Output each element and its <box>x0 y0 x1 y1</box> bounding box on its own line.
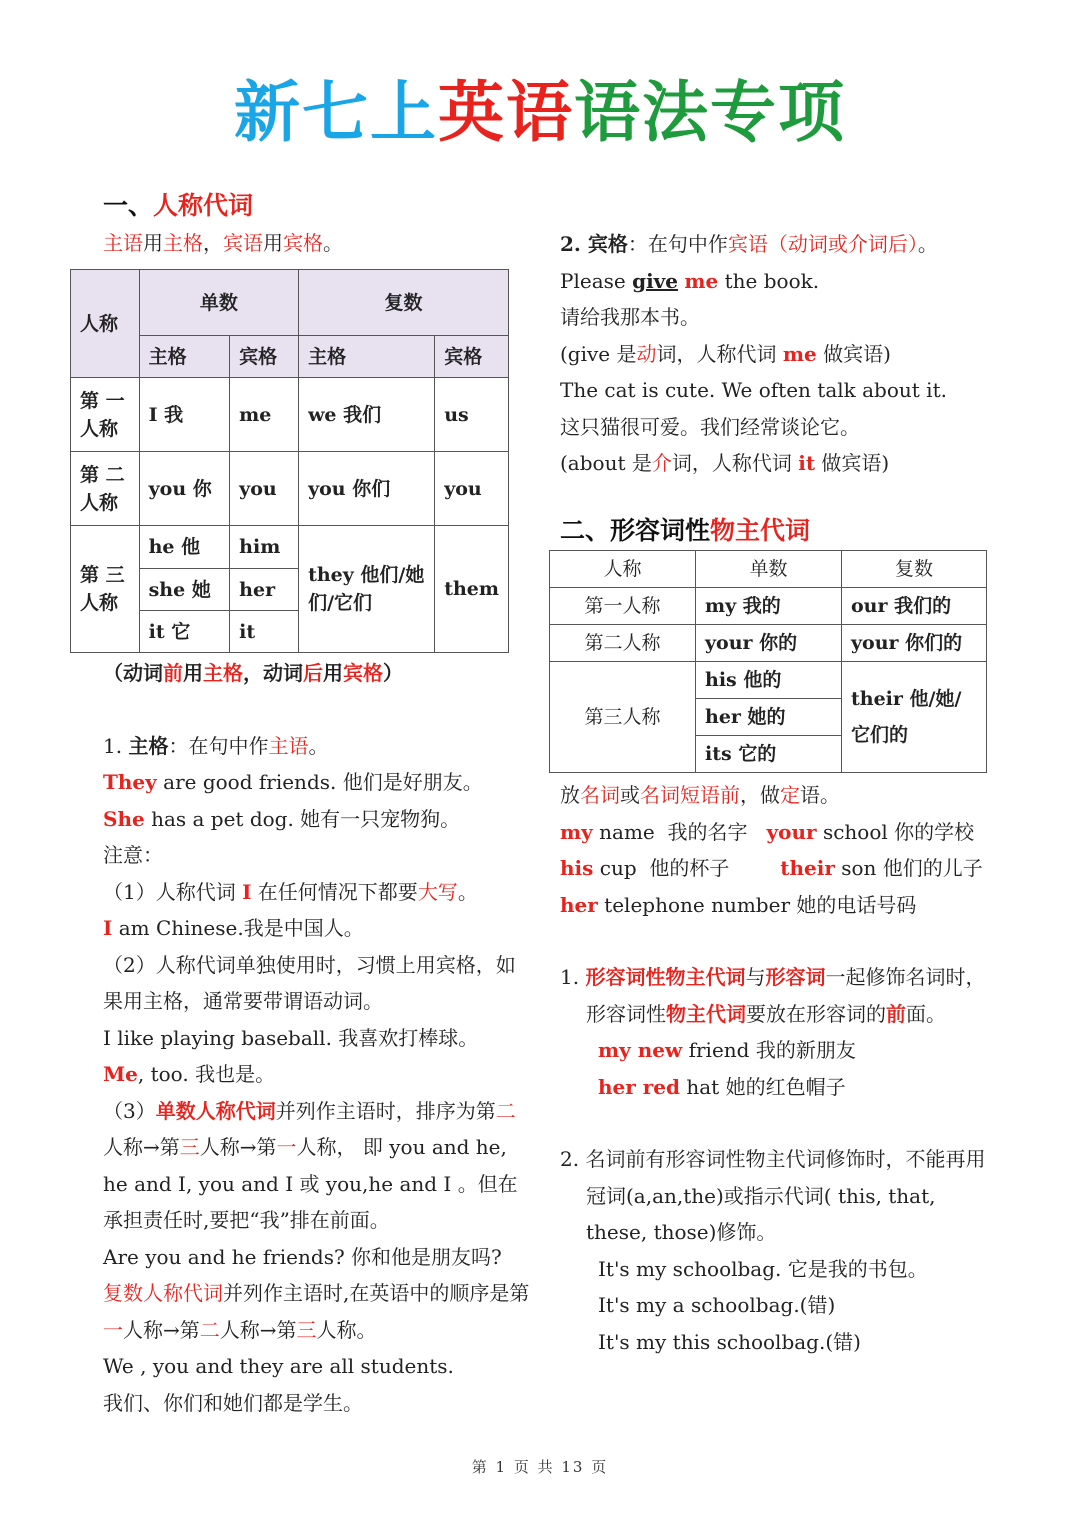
th-subj-sing: 主格 <box>139 336 230 378</box>
usage-example-1 <box>560 814 990 851</box>
n1-e: 。 <box>457 879 478 904</box>
th-obj-plur: 宾格 <box>435 336 509 378</box>
n1-a: （1）人称代词 <box>103 879 243 904</box>
r1-d: 一起修饰名词时，形容词性 <box>586 965 986 1026</box>
point2 <box>560 226 990 263</box>
ex2-a: She <box>103 806 145 831</box>
row1-label: 第 一 人称 <box>71 378 140 452</box>
row3-obj-it: it <box>230 611 299 653</box>
rule-c: 主格 <box>163 230 203 255</box>
rule-f: 用 <box>263 230 283 255</box>
rn1-a: (give 是 <box>560 341 637 366</box>
row3-plural-subj: they 他们/她们/它们 <box>299 526 435 653</box>
th-singular: 单数 <box>139 270 298 336</box>
row1-obj: me <box>230 378 299 452</box>
section2-heading <box>560 508 990 554</box>
row3-subj-it: it 它 <box>139 611 230 653</box>
n1-b: I <box>242 879 252 904</box>
n4-f: 人称→第 <box>219 1317 297 1342</box>
rn1-c: 词，人称代词 <box>656 341 783 366</box>
n3-f: 三 <box>179 1135 200 1159</box>
t2-th-person: 人称 <box>550 551 696 588</box>
p1-b: 主格 <box>128 733 169 758</box>
th-subj-plur: 主格 <box>299 336 435 378</box>
p2-c: ：在句中作 <box>627 232 728 256</box>
example-are-you: Are you and he friends? 你和他是朋友吗? <box>103 1244 502 1269</box>
n3-h: 一 <box>276 1135 297 1159</box>
example-she <box>103 801 533 838</box>
e2-c: their <box>780 856 835 880</box>
rule-d: ， <box>203 230 223 255</box>
note-1 <box>103 874 533 911</box>
example-me-too <box>103 1056 533 1093</box>
example-give-me <box>560 263 990 300</box>
example-students-cn: 我们、你们和她们都是学生。 <box>103 1390 363 1415</box>
rn2-c: 词，人称代词 <box>671 451 799 475</box>
section1-heading <box>103 188 528 225</box>
n4-d: 人称→第 <box>123 1317 200 1342</box>
s2-b: 物主代词 <box>710 515 811 545</box>
row2-plural-obj: you <box>435 452 509 526</box>
r1e2-a: her red <box>598 1074 681 1099</box>
rn1-d: me <box>782 341 817 366</box>
n3-g: 人称→第 <box>199 1135 277 1159</box>
t2-row2-plur: your 你们的 <box>842 625 987 662</box>
p2-f: 。 <box>917 232 938 256</box>
rn2-e: 做宾语) <box>815 451 890 475</box>
row1-plural-obj: us <box>435 378 509 452</box>
note-c: 用 <box>183 661 203 685</box>
rex1-d: me <box>684 268 719 293</box>
r1e1-a: my new <box>598 1038 683 1062</box>
example-i <box>103 910 533 947</box>
t2-row3-its: its 它的 <box>696 736 842 773</box>
n4-h: 人称。 <box>316 1317 377 1342</box>
n3-b: 单数人称代词 <box>155 1098 276 1123</box>
ex2-b: has a pet dog. 她有一只宠物狗。 <box>144 806 461 831</box>
note-2: （2）人称代词单独使用时，习惯上用宾格，如果用主格，通常要带谓语动词。 <box>103 952 516 1013</box>
t2-th-plural: 复数 <box>842 551 987 588</box>
rule-2-example-1: It's my schoolbag. 它是我的书包。 <box>598 1256 928 1281</box>
note-label: 注意： <box>103 843 163 867</box>
rn2-a: (about 是 <box>560 451 652 475</box>
e3-a: her <box>560 892 598 917</box>
rule-h: 。 <box>323 230 343 255</box>
n4-b: 并列作主语时,在英语中的顺序是第 <box>223 1281 530 1305</box>
left-body <box>103 655 533 1421</box>
s2-prefix: 二、 <box>560 515 611 545</box>
e1-a: my <box>560 819 593 844</box>
spacer <box>103 692 533 728</box>
e1-b: name 我的名字 <box>592 819 767 844</box>
t2-row1-plur: our 我们的 <box>842 588 987 625</box>
note-b: 前 <box>163 661 183 685</box>
example-baseball: I like playing baseball. 我喜欢打棒球。 <box>103 1025 479 1050</box>
pronoun-table <box>70 269 509 653</box>
use-a: 放 <box>560 783 580 807</box>
row2-obj: you <box>230 452 299 526</box>
t2-row3-label: 第三人称 <box>550 662 696 773</box>
rex1-b: give <box>632 268 679 293</box>
section1-title: 人称代词 <box>153 191 254 220</box>
right-body <box>560 777 990 1360</box>
n3-i: 人称， 即 you and he, he and I, you and I 或 you,he and I 。但在承担责任时,要把“我”排在前面。 <box>103 1135 518 1232</box>
rn2-b: 介 <box>651 451 672 475</box>
ex5-a: Me <box>103 1062 138 1086</box>
r1e1-b: friend 我的新朋友 <box>682 1038 856 1062</box>
note-i: ） <box>383 661 403 685</box>
example-they <box>103 764 533 801</box>
use-b: 名词 <box>580 783 620 807</box>
rex1-e: the book. <box>718 268 820 293</box>
e1-d: school 你的学校 <box>816 819 975 844</box>
use-c: 或 <box>620 783 640 807</box>
ex1-b: are good friends. 他们是好朋友。 <box>156 770 483 794</box>
t2-row1-label: 第一人称 <box>550 588 696 625</box>
r1-h: 面。 <box>906 1001 946 1026</box>
rule-a: 主语 <box>103 230 143 255</box>
note-f: 后 <box>303 661 323 685</box>
row3-obj-her: her <box>230 569 299 611</box>
example-give-me-note <box>560 336 990 373</box>
t2-row2-label: 第二人称 <box>550 625 696 662</box>
row3-subj-she: she 她 <box>139 569 230 611</box>
r1-c: 形容词 <box>765 965 826 989</box>
page-title <box>0 70 1080 156</box>
row1-subj: I 我 <box>139 378 230 452</box>
rn1-b: 动 <box>636 341 657 366</box>
possessive-table <box>549 550 987 773</box>
e2-d: son 他们的儿子 <box>834 856 983 880</box>
row2-subj: you 你 <box>139 452 230 526</box>
ex3-a: I <box>103 916 113 940</box>
use-d: 名词短语前 <box>640 783 740 807</box>
rule-1 <box>560 959 990 1032</box>
use-e: ，做 <box>740 783 780 807</box>
t2-row3-her: her 她的 <box>696 699 842 736</box>
p2-num: 2. <box>560 232 588 256</box>
point1 <box>103 728 533 765</box>
usage-example-2 <box>560 850 990 887</box>
rule-2-example-2: It's my a schoolbag.(错) <box>598 1293 836 1317</box>
note-3 <box>103 1093 533 1239</box>
row3-obj-him: him <box>230 526 299 569</box>
t2-row2-sing: your 你的 <box>696 625 842 662</box>
rule-e: 宾语 <box>223 230 263 255</box>
r1e2-b: hat 她的红色帽子 <box>680 1074 846 1099</box>
n4-c: 一 <box>103 1317 123 1342</box>
example-cat: The cat is cute. We often talk about it. <box>560 378 947 402</box>
spacer <box>560 482 990 508</box>
n3-a: （3） <box>103 1098 156 1123</box>
n4-e: 二 <box>199 1317 220 1342</box>
section1-prefix: 一、 <box>103 191 154 220</box>
rule-b: 用 <box>143 230 163 255</box>
e1-c: your <box>766 819 817 844</box>
n4-g: 三 <box>296 1317 317 1342</box>
r1-e: 物主代词 <box>666 1001 746 1026</box>
verb-note <box>103 655 533 692</box>
t2-row1-sing: my 我的 <box>696 588 842 625</box>
r1-num: 1. <box>560 965 586 989</box>
example-cat-note <box>560 445 990 482</box>
row3-label: 第 三 人称 <box>71 526 140 653</box>
example-give-me-cn: 请给我那本书。 <box>560 305 700 329</box>
usage-rule <box>560 777 990 814</box>
p1-d: 主语 <box>268 733 309 758</box>
p1-num: 1. <box>103 733 129 758</box>
row2-plural-subj: you 你们 <box>299 452 435 526</box>
r1-f: 要放在形容词的 <box>746 1001 886 1026</box>
spacer <box>560 923 990 959</box>
note-d: 主格 <box>203 661 243 685</box>
use-g: 语。 <box>800 783 840 807</box>
title-part-1: 新七上 <box>234 74 438 151</box>
p2-d: 宾语 <box>727 232 768 256</box>
n3-e: 人称→第 <box>103 1135 180 1159</box>
note-h: 宾格 <box>343 661 383 685</box>
title-part-2: 英语 <box>438 74 574 151</box>
example-students: We , you and they are all students. <box>103 1354 454 1378</box>
spacer <box>560 1105 990 1141</box>
rule-2: 2. 名词前有形容词性物主代词修饰时，不能再用冠词(a,an,the)或指示代词( this, that, these, those)修饰。 <box>560 1147 986 1244</box>
right-column <box>560 226 990 554</box>
th-obj-sing: 宾格 <box>230 336 299 378</box>
rule-g: 宾格 <box>283 230 323 255</box>
n1-c: 在任何情况下都要 <box>251 879 418 904</box>
note-g: 用 <box>323 661 343 685</box>
s2-a: 形容词性 <box>610 515 711 545</box>
title-part-3: 语法专项 <box>574 74 846 151</box>
t2-th-singular: 单数 <box>696 551 842 588</box>
t2-row3-plur: their 他/她/它们的 <box>842 662 987 773</box>
rule-1-example-2 <box>560 1069 990 1106</box>
p2-e: （动词或介词后） <box>767 232 918 256</box>
note-a: （动词 <box>103 661 163 685</box>
ex3-b: am Chinese.我是中国人。 <box>112 916 364 940</box>
example-cat-cn: 这只猫很可爱。我们经常谈论它。 <box>560 414 860 439</box>
n3-c: 并列作主语时，排序为第 <box>275 1098 496 1123</box>
use-f: 定 <box>780 783 800 807</box>
rn1-e: 做宾语) <box>816 341 891 366</box>
rn2-d: it <box>798 451 816 475</box>
r1-g: 前 <box>886 1001 906 1026</box>
note-4 <box>103 1275 533 1348</box>
n3-d: 二 <box>495 1098 516 1123</box>
rule-2-example-3: It's my this schoolbag.(错) <box>598 1329 861 1354</box>
e2-b: cup 他的杯子 <box>593 856 781 880</box>
rex1-a: Please <box>560 268 633 293</box>
rule-1-example-1 <box>560 1032 990 1069</box>
e2-a: his <box>560 856 594 880</box>
r1-b: 与 <box>745 965 766 989</box>
th-plural: 复数 <box>299 270 509 336</box>
left-column <box>103 188 528 261</box>
ex1-a: They <box>103 770 157 794</box>
row3-plural-obj: them <box>435 526 509 653</box>
p2-b: 宾格 <box>587 232 628 256</box>
n4-a: 复数人称代词 <box>103 1281 223 1305</box>
usage-example-3 <box>560 887 990 924</box>
row2-label: 第 二 人称 <box>71 452 140 526</box>
section1-rule <box>103 225 528 262</box>
row3-subj-he: he 他 <box>139 526 230 569</box>
r1-a: 形容词性物主代词 <box>585 965 746 989</box>
p1-e: 。 <box>308 733 329 758</box>
n1-d: 大写 <box>417 879 458 904</box>
page-footer: 第 1 页 共 13 页 <box>471 1458 609 1476</box>
row1-plural-subj: we 我们 <box>299 378 435 452</box>
e3-b: telephone number 她的电话号码 <box>597 892 917 917</box>
t2-row3-his: his 他的 <box>696 662 842 699</box>
ex5-b: , too. 我也是。 <box>137 1062 276 1086</box>
th-person: 人称 <box>71 270 140 378</box>
note-e: ，动词 <box>243 661 303 685</box>
p1-c: ：在句中作 <box>168 733 269 758</box>
